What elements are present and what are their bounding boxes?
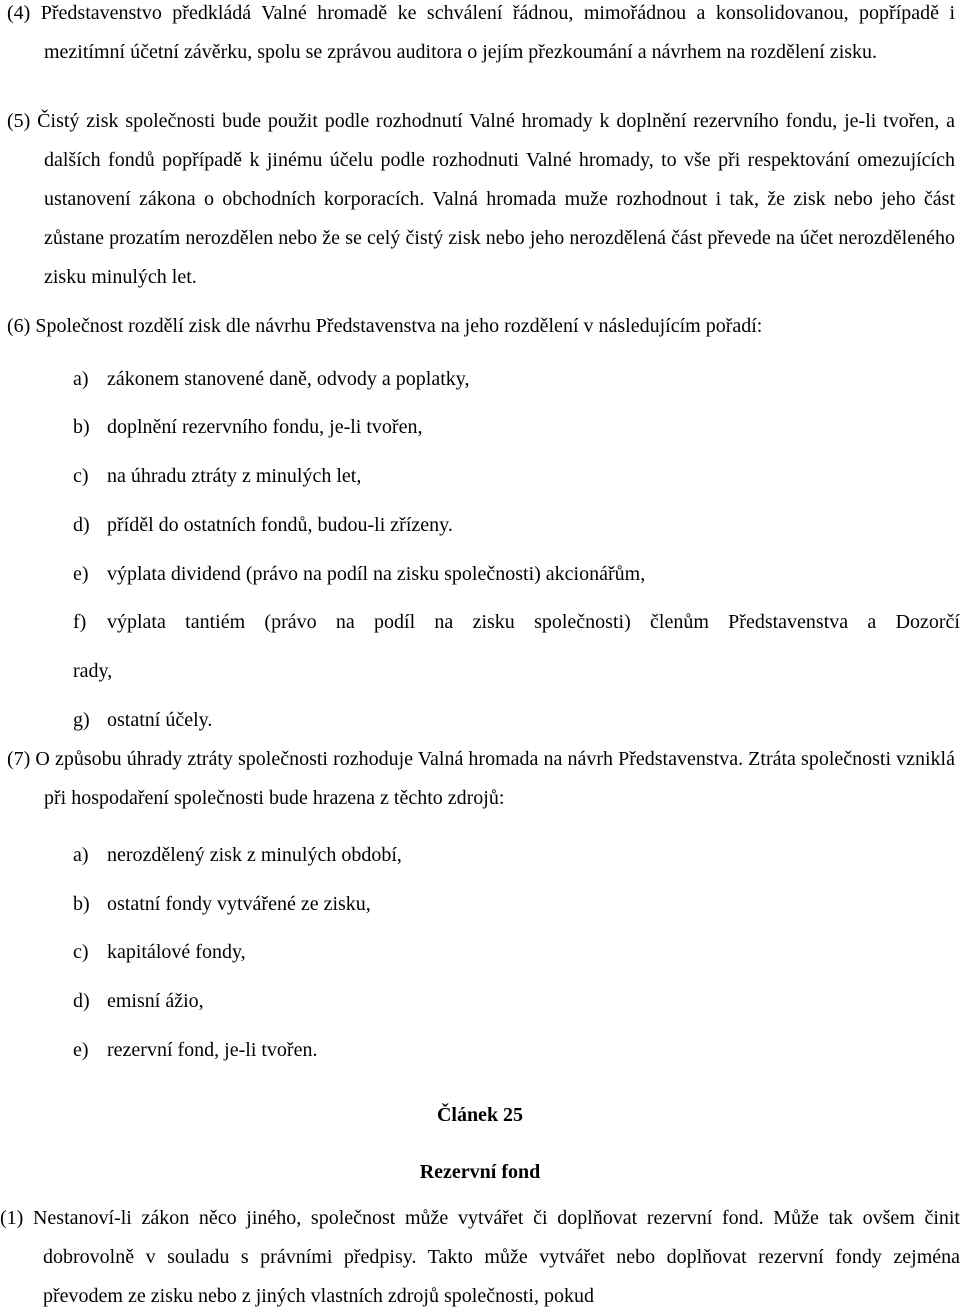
list-item-label: d) (73, 990, 90, 1012)
list-item-label: e) (73, 1039, 89, 1061)
paragraph-7: (7) O způsobu úhrady ztráty společnosti rozhoduje Valná hromada na návrh Představenstva. Ztráta společnosti vzniklá při hospodaření společnosti bude hrazena z těchto zdrojů: (7, 748, 955, 809)
list-item-label: c) (73, 465, 89, 487)
list-item (73, 463, 361, 489)
list-item-label: g) (73, 709, 90, 731)
list-item-text: ostatní fondy vytvářené ze zisku, (107, 893, 371, 915)
list-item-continuation (73, 658, 112, 684)
paragraph-6: (6) Společnost rozdělí zisk dle návrhu Představenstva na jeho rozdělení v následujícím pořadí: (7, 315, 763, 337)
list-item (73, 707, 212, 733)
list-item-text: doplnění rezervního fondu, je-li tvořen, (107, 416, 423, 438)
list-item (73, 609, 960, 635)
list-item (73, 891, 371, 917)
list-item-text: na úhradu ztráty z minulých let, (107, 465, 362, 487)
list-item-text: kapitálové fondy, (107, 941, 246, 963)
list-item (73, 1037, 317, 1063)
article-25-paragraph-1: (1) Nestanoví-li zákon něco jiného, společnost může vytvářet či doplňovat rezervní fond. Může tak ovšem činit dobrovolně v souladu s právními předpisy. Takto může vytvářet nebo doplňovat rezervní fondy zejména převodem ze zisku nebo z jiných vlastních zdrojů společnosti, pokud (0, 1207, 960, 1307)
list-item (73, 988, 204, 1014)
list-item-label: b) (73, 893, 90, 915)
list-item-text: příděl do ostatních fondů, budou-li zřízeny. (107, 514, 453, 536)
paragraph-4: (4) Představenstvo předkládá Valné hromadě ke schválení řádnou, mimořádnou a konsolidovanou, popřípadě i mezitímní účetní závěrku, spolu se zprávou auditora o jejím přezkoumání a návrhem na rozdělení zisku. (7, 2, 955, 63)
list-item-text: emisní ážio, (107, 990, 204, 1012)
paragraph-5: (5) Čistý zisk společnosti bude použit podle rozhodnutí Valné hromady k doplnění rezervního fondu, je-li tvořen, a dalších fondů popřípadě k jinému účelu podle rozhodnuti Valné hromady, to vše při respektování omezujících ustanovení zákona o obchodních korporacích. Valná hromada muže rozhodnout i tak, že zisk nebo jeho část zůstane prozatím nerozdělen nebo že se celý čistý zisk nebo jeho nerozdělená část převede na účet nerozděleného zisku minulých let. (7, 110, 955, 288)
list-item-text: rezervní fond, je-li tvořen. (107, 1039, 318, 1061)
article-title: Rezervní fond (419, 1161, 541, 1183)
list-item-label: b) (73, 416, 90, 438)
list-item (73, 366, 469, 392)
list-item (73, 512, 453, 538)
list-item-label: a) (73, 844, 89, 866)
list-item-text: výplata dividend (právo na podíl na zisku společnosti) akcionářům, (107, 563, 646, 585)
list-item (73, 939, 246, 965)
list-item-label: d) (73, 514, 90, 536)
list-item-text: výplata tantiém (právo na podíl na zisku společnosti) členům Představenstva a Dozorčí (107, 611, 960, 633)
list-item-text: zákonem stanovené daně, odvody a poplatky, (107, 368, 470, 390)
list-item-label: a) (73, 368, 89, 390)
list-item (73, 561, 645, 587)
list-item (73, 414, 422, 440)
list-item-label: e) (73, 563, 89, 585)
list-item-text: rady, (73, 660, 113, 682)
list-item-label: c) (73, 941, 89, 963)
list-item-text: nerozdělený zisk z minulých období, (107, 844, 402, 866)
list-item-label: f) (73, 611, 87, 633)
list-item-text: ostatní účely. (107, 709, 213, 731)
article-heading: Článek 25 (436, 1104, 524, 1126)
list-item (73, 842, 402, 868)
